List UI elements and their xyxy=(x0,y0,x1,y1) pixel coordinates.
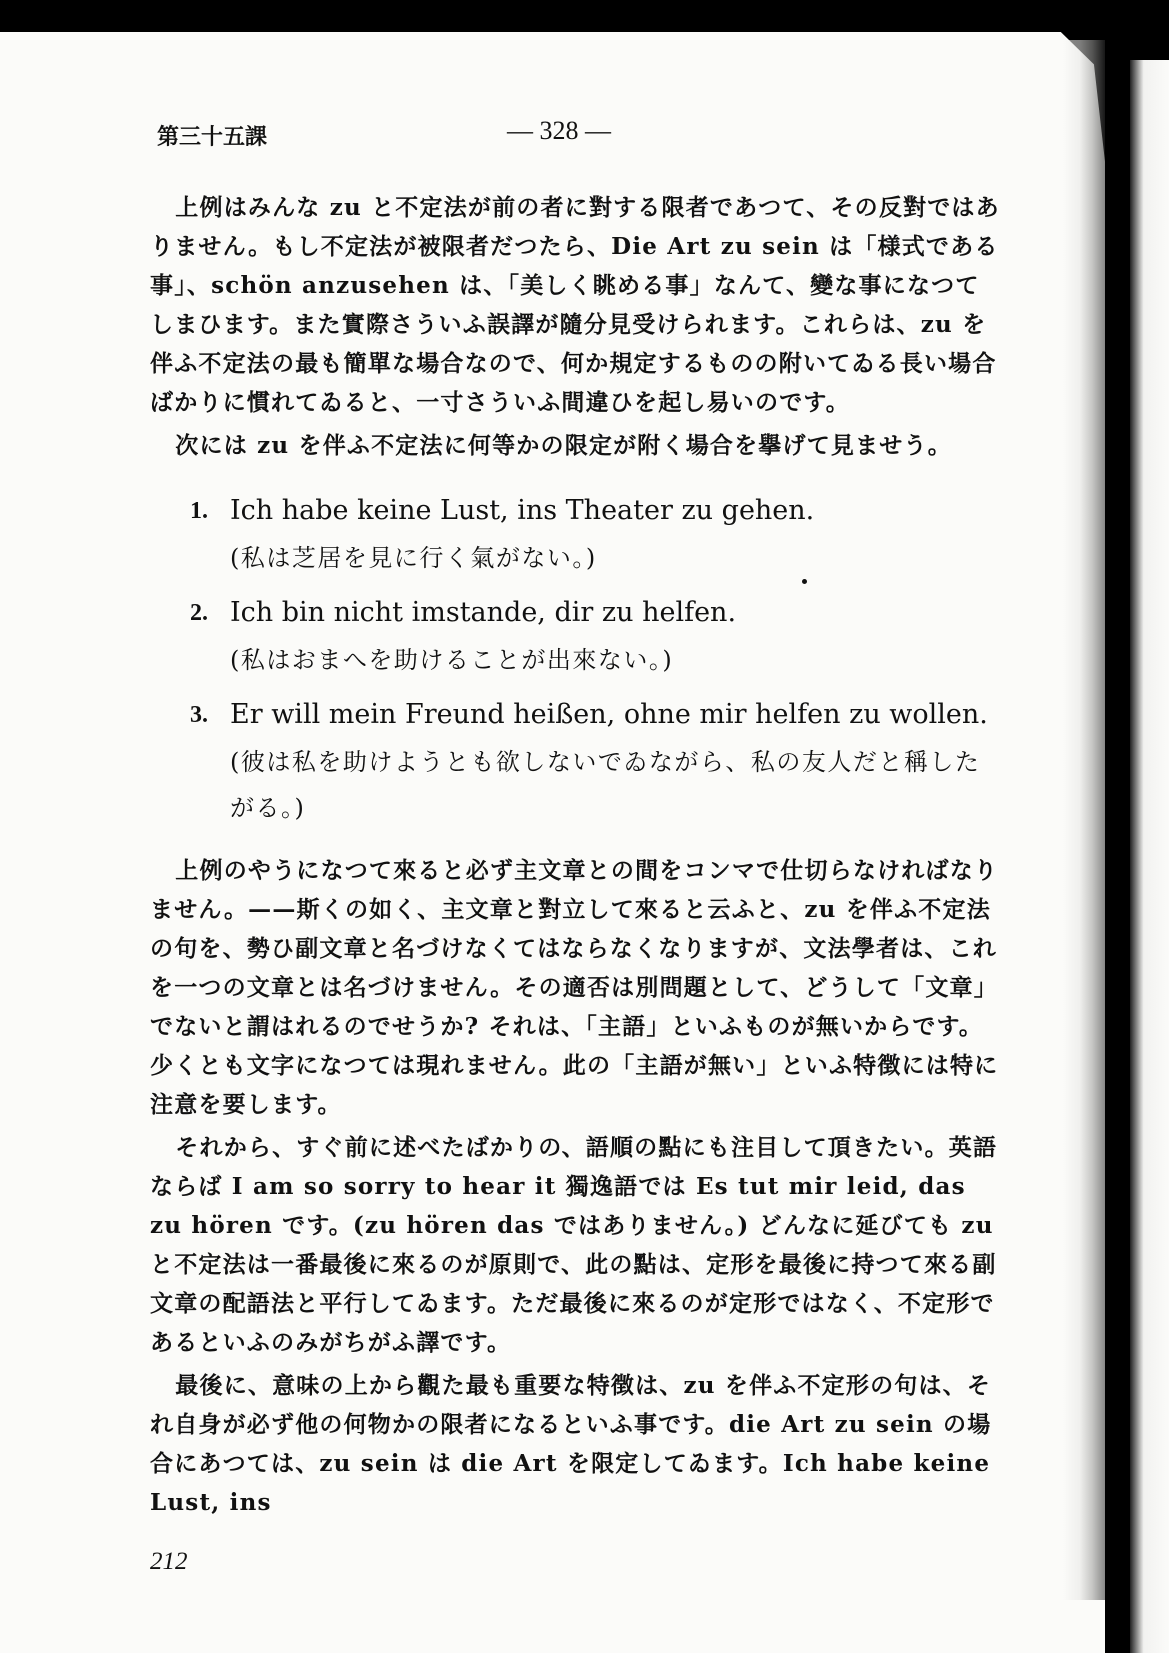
next-page-strip xyxy=(1130,60,1169,1653)
paragraph: 次には zu を伴ふ不定法に何等かの限定が附く場合を擧げて見ませう。 xyxy=(175,432,952,459)
japanese-translation: (彼は私を助けようとも欲しないでゐながら、私の友人だと稱したがる。) xyxy=(230,748,981,822)
german-sentence: Er will mein Freund heißen, ohne mir helfen zu wollen. xyxy=(230,699,988,730)
paragraph: それから、すぐ前に述べたばかりの、語順の點にも注目して頂きたい。英語ならば I am so sorry to hear it 獨逸語では Es tut mir leid, das zu hören です。(zu hören das ではありません。) どんなに延びても zu と不定法は一番最後に來るのが原則で、此の點は、定形を最後に持つて來る副文章の配語法と平行してゐます。ただ最後に來るのが定形ではなく、不定形であるといふのみがちがふ譯です。 xyxy=(150,1134,998,1356)
page-header xyxy=(157,116,1007,156)
example-number: 3. xyxy=(190,702,208,728)
japanese-translation: (私は芝居を見に行く氣がない。) xyxy=(230,544,597,572)
page-edge-shadow xyxy=(1063,40,1105,1600)
ink-speck xyxy=(802,579,807,584)
example-item xyxy=(150,487,1000,581)
paragraph: 上例のやうになつて來ると必ず主文章との間をコンマで仕切らなければなりません。——斯くの如く、主文章と對立して來ると云ふと、zu を伴ふ不定法の句を、勢ひ副文章と名づけなくてはならなくなりますが、文法學者は、これを一つの文章とは名づけません。その適否は別問題として、どうして「文章」でないと謂はれるのでせうか? それは、「主語」といふものが無いからです。少くとも文字になつては現れません。此の「主語が無い」といふ特徴には特に注意を要します。 xyxy=(150,857,999,1118)
example-number: 1. xyxy=(190,498,208,524)
page-body xyxy=(150,188,1000,1522)
paragraph: 最後に、意味の上から觀た最も重要な特徴は、zu を伴ふ不定形の句は、それ自身が必ず他の何物かの限者になるといふ事です。die Art zu sein の場合にあつては、zu sein は die Art を限定してゐます。Ich habe keine Lust, ins xyxy=(150,1372,992,1516)
example-list xyxy=(150,487,1000,831)
german-sentence: Ich habe keine Lust, ins Theater zu gehen. xyxy=(230,495,815,526)
japanese-translation: (私はおまへを助けることが出來ない。) xyxy=(230,646,674,674)
example-item xyxy=(150,691,1000,831)
example-number: 2. xyxy=(190,600,208,626)
folio-number: 212 xyxy=(150,1548,188,1575)
chapter-title: 第三十五課 xyxy=(157,124,268,150)
german-sentence: Ich bin nicht imstande, dir zu helfen. xyxy=(230,597,737,628)
example-item xyxy=(150,589,1000,683)
page-number: — 328 — xyxy=(507,116,611,145)
paragraph: 上例はみんな zu と不定法が前の者に對する限者であつて、その反對ではありません。もし不定法が被限者だつたら、Die Art zu sein は「様式である事」、schön anzusehen は、「美しく眺める事」なんて、變な事になつてしまひます。また實際さういふ誤譯が隨分見受けられます。これらは、zu を伴ふ不定法の最も簡單な場合なので、何か規定するものの附いてゐる長い場合ばかりに慣れてゐると、一寸さういふ間違ひを起し易いのです。 xyxy=(150,194,1000,416)
